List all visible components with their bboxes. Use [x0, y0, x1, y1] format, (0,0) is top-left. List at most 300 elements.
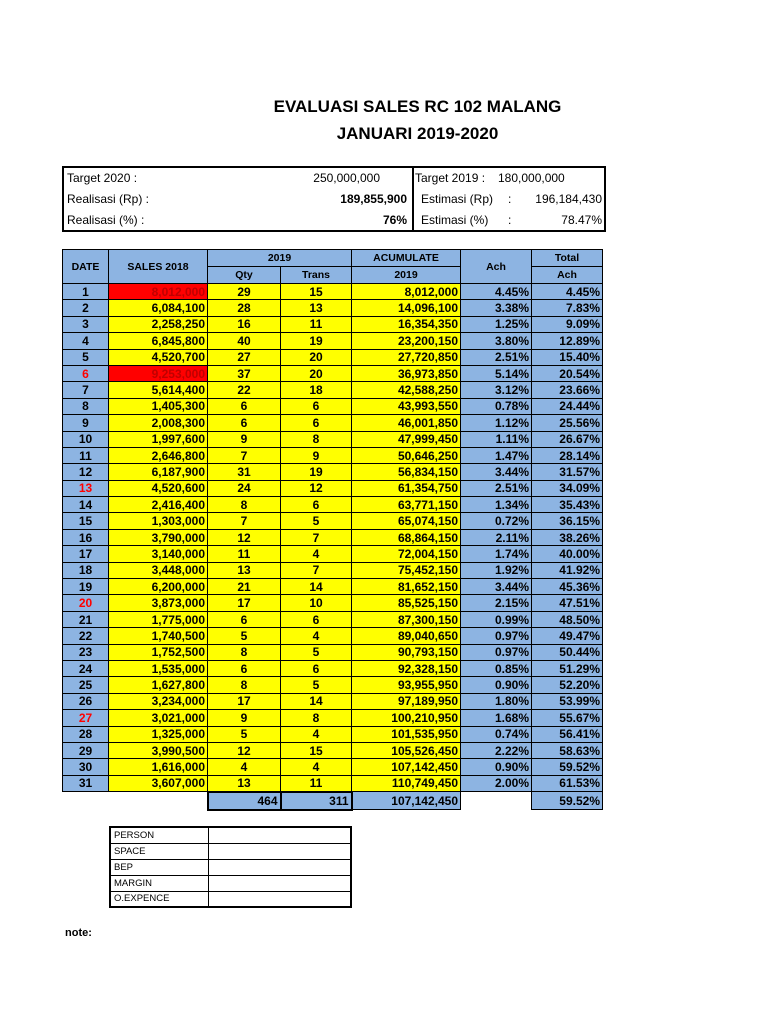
acumulate-cell: 46,001,850: [352, 415, 461, 431]
acumulate-cell: 63,771,150: [352, 497, 461, 513]
table-row: [63, 611, 603, 627]
date-cell: 12: [63, 464, 109, 480]
trans-cell: 5: [281, 644, 352, 660]
total-ach-cell: 7.83%: [532, 300, 603, 316]
cost-value: [208, 859, 351, 875]
target2019-label: Target 2019 :: [415, 171, 486, 185]
header-2019: 2019: [208, 250, 352, 267]
table-row: [63, 595, 603, 611]
ach-cell: 1.68%: [461, 710, 532, 726]
sales-2018-cell: 3,234,000: [109, 693, 208, 709]
date-cell: 3: [63, 316, 109, 332]
total-ach-cell: 52.20%: [532, 677, 603, 693]
ach-cell: 2.15%: [461, 595, 532, 611]
sales-2018-cell: 3,990,500: [109, 742, 208, 758]
cost-value: [208, 891, 351, 907]
sales-2018-cell: 1,740,500: [109, 628, 208, 644]
acumulate-cell: 8,012,000: [352, 284, 461, 300]
header-trans: Trans: [281, 267, 352, 284]
ach-cell: 1.25%: [461, 316, 532, 332]
date-cell: 7: [63, 382, 109, 398]
date-cell: 23: [63, 644, 109, 660]
date-cell: 30: [63, 759, 109, 775]
sales-2018-cell: 2,258,250: [109, 316, 208, 332]
total-ach-cell: 28.14%: [532, 447, 603, 463]
summary-row-realisasi-pct: [64, 210, 604, 230]
acumulate-cell: 110,749,450: [352, 775, 461, 791]
total-ach-cell: 55.67%: [532, 710, 603, 726]
total-ach-cell: 59.52%: [532, 759, 603, 775]
trans-cell: 8: [281, 710, 352, 726]
trans-cell: 11: [281, 316, 352, 332]
estimasi-pct-label: Estimasi (%): [421, 213, 489, 227]
table-row: [63, 316, 603, 332]
date-cell: 4: [63, 333, 109, 349]
trans-cell: 7: [281, 529, 352, 545]
trans-cell: 6: [281, 660, 352, 676]
total-ach-cell: 50.44%: [532, 644, 603, 660]
sales-2018-cell: 1,775,000: [109, 611, 208, 627]
cost-value: [208, 875, 351, 891]
acumulate-cell: 42,588,250: [352, 382, 461, 398]
date-cell: 6: [63, 365, 109, 381]
date-cell: 2: [63, 300, 109, 316]
total-ach-cell: 45.36%: [532, 579, 603, 595]
trans-cell: 19: [281, 464, 352, 480]
qty-cell: 31: [208, 464, 281, 480]
total-ach-cell: 36.15%: [532, 513, 603, 529]
qty-cell: 22: [208, 382, 281, 398]
daily-sales-table: [62, 249, 603, 811]
target2019-value: 180,000,000: [498, 171, 565, 185]
ach-cell: 2.51%: [461, 349, 532, 365]
total-ach-cell: 31.57%: [532, 464, 603, 480]
estimasi-rp-label: Estimasi (Rp): [421, 192, 494, 206]
sales-2018-cell: 1,752,500: [109, 644, 208, 660]
realisasi-pct-value: 76%: [382, 213, 407, 227]
sales-2018-cell: 4,520,700: [109, 349, 208, 365]
trans-cell: 13: [281, 300, 352, 316]
acumulate-cell: 75,452,150: [352, 562, 461, 578]
total-ach-cell: 48.50%: [532, 611, 603, 627]
sales-2018-cell: 1,303,000: [109, 513, 208, 529]
ach-cell: 3.12%: [461, 382, 532, 398]
trans-cell: 11: [281, 775, 352, 791]
qty-cell: 7: [208, 513, 281, 529]
date-cell: 25: [63, 677, 109, 693]
qty-cell: 8: [208, 644, 281, 660]
ach-cell: 0.99%: [461, 611, 532, 627]
qty-cell: 12: [208, 742, 281, 758]
total-ach-cell: 25.56%: [532, 415, 603, 431]
qty-cell: 12: [208, 529, 281, 545]
date-cell: 20: [63, 595, 109, 611]
acumulate-cell: 85,525,150: [352, 595, 461, 611]
ach-cell: 1.92%: [461, 562, 532, 578]
sales-2018-cell: 2,416,400: [109, 497, 208, 513]
ach-cell: 3.44%: [461, 579, 532, 595]
ach-cell: 3.38%: [461, 300, 532, 316]
ach-cell: 0.90%: [461, 759, 532, 775]
cost-row: [110, 875, 351, 891]
total-ach-cell: 24.44%: [532, 398, 603, 414]
acumulate-cell: 65,074,150: [352, 513, 461, 529]
table-row: [63, 365, 603, 381]
table-row: [63, 579, 603, 595]
header-total-ach: Ach: [532, 267, 603, 284]
date-cell: 24: [63, 660, 109, 676]
sales-2018-cell: 3,448,000: [109, 562, 208, 578]
ach-cell: 2.00%: [461, 775, 532, 791]
qty-cell: 6: [208, 660, 281, 676]
trans-cell: 5: [281, 513, 352, 529]
qty-cell: 4: [208, 759, 281, 775]
date-cell: 28: [63, 726, 109, 742]
table-row: [63, 349, 603, 365]
note-label: note:: [65, 927, 92, 939]
acumulate-cell: 16,354,350: [352, 316, 461, 332]
trans-cell: 6: [281, 398, 352, 414]
acumulate-cell: 27,720,850: [352, 349, 461, 365]
qty-cell: 8: [208, 497, 281, 513]
sales-2018-cell: 1,535,000: [109, 660, 208, 676]
trans-cell: 9: [281, 447, 352, 463]
acumulate-cell: 36,973,850: [352, 365, 461, 381]
date-cell: 18: [63, 562, 109, 578]
total-ach-cell: 38.26%: [532, 529, 603, 545]
sales-2018-cell: 1,997,600: [109, 431, 208, 447]
qty-cell: 21: [208, 579, 281, 595]
date-cell: 10: [63, 431, 109, 447]
cost-row: [110, 891, 351, 907]
table-row: [63, 447, 603, 463]
total-trans: 311: [281, 792, 352, 810]
report-title: EVALUASI SALES RC 102 MALANG: [273, 97, 562, 116]
trans-cell: 8: [281, 431, 352, 447]
acumulate-cell: 93,955,950: [352, 677, 461, 693]
acumulate-cell: 43,993,550: [352, 398, 461, 414]
sales-2018-cell: 8,012,000: [109, 284, 208, 300]
trans-cell: 15: [281, 742, 352, 758]
table-row: [63, 710, 603, 726]
acumulate-cell: 87,300,150: [352, 611, 461, 627]
sales-2018-cell: 3,021,000: [109, 710, 208, 726]
qty-cell: 16: [208, 316, 281, 332]
sales-2018-cell: 1,405,300: [109, 398, 208, 414]
sales-2018-cell: 6,084,100: [109, 300, 208, 316]
trans-cell: 6: [281, 415, 352, 431]
acumulate-cell: 14,096,100: [352, 300, 461, 316]
acumulate-cell: 56,834,150: [352, 464, 461, 480]
trans-cell: 12: [281, 480, 352, 496]
sales-2018-cell: 1,616,000: [109, 759, 208, 775]
cost-label: PERSON: [110, 827, 208, 843]
sales-2018-cell: 6,187,900: [109, 464, 208, 480]
sales-2018-cell: 5,614,400: [109, 382, 208, 398]
sales-2018-cell: 3,790,000: [109, 529, 208, 545]
header-qty: Qty: [208, 267, 281, 284]
date-cell: 22: [63, 628, 109, 644]
estimasi-pct-value: 78.47%: [561, 213, 602, 227]
target2020-label: Target 2020 :: [67, 171, 138, 185]
qty-cell: 40: [208, 333, 281, 349]
sales-2018-cell: 9,253,000: [109, 365, 208, 381]
qty-cell: 17: [208, 693, 281, 709]
acumulate-cell: 68,864,150: [352, 529, 461, 545]
cost-value: [208, 843, 351, 859]
header-ach: Ach: [461, 250, 532, 284]
header-acumulate: ACUMULATE: [352, 250, 461, 267]
total-ach: 59.52%: [532, 792, 603, 810]
total-qty: 464: [208, 792, 281, 810]
date-cell: 26: [63, 693, 109, 709]
ach-cell: 4.45%: [461, 284, 532, 300]
qty-cell: 9: [208, 431, 281, 447]
table-row: [63, 660, 603, 676]
trans-cell: 4: [281, 726, 352, 742]
total-ach-cell: 9.09%: [532, 316, 603, 332]
table-row: [63, 677, 603, 693]
date-cell: 29: [63, 742, 109, 758]
acumulate-cell: 101,535,950: [352, 726, 461, 742]
table-row: [63, 693, 603, 709]
acumulate-cell: 50,646,250: [352, 447, 461, 463]
qty-cell: 28: [208, 300, 281, 316]
ach-cell: 0.74%: [461, 726, 532, 742]
qty-cell: 13: [208, 562, 281, 578]
sales-2018-cell: 2,008,300: [109, 415, 208, 431]
total-ach-cell: 58.63%: [532, 742, 603, 758]
trans-cell: 4: [281, 628, 352, 644]
sales-2018-cell: 6,200,000: [109, 579, 208, 595]
date-cell: 13: [63, 480, 109, 496]
sales-2018-cell: 3,873,000: [109, 595, 208, 611]
total-ach-cell: 47.51%: [532, 595, 603, 611]
date-cell: 31: [63, 775, 109, 791]
date-cell: 21: [63, 611, 109, 627]
ach-cell: 0.90%: [461, 677, 532, 693]
total-ach-cell: 40.00%: [532, 546, 603, 562]
qty-cell: 8: [208, 677, 281, 693]
qty-cell: 27: [208, 349, 281, 365]
estimasi-pct-colon: :: [508, 213, 512, 227]
total-ach-cell: 15.40%: [532, 349, 603, 365]
date-cell: 27: [63, 710, 109, 726]
sales-2018-cell: 2,646,800: [109, 447, 208, 463]
acumulate-cell: 72,004,150: [352, 546, 461, 562]
ach-cell: 0.97%: [461, 644, 532, 660]
table-row: [63, 382, 603, 398]
table-row: [63, 284, 603, 300]
table-row: [63, 333, 603, 349]
header-total: Total: [532, 250, 603, 267]
header-acumulate-year: 2019: [352, 267, 461, 284]
acumulate-cell: 90,793,150: [352, 644, 461, 660]
trans-cell: 15: [281, 284, 352, 300]
qty-cell: 17: [208, 595, 281, 611]
date-cell: 14: [63, 497, 109, 513]
sales-2018-cell: 6,845,800: [109, 333, 208, 349]
ach-cell: 2.22%: [461, 742, 532, 758]
date-cell: 15: [63, 513, 109, 529]
total-ach-cell: 34.09%: [532, 480, 603, 496]
ach-cell: 3.80%: [461, 333, 532, 349]
trans-cell: 18: [281, 382, 352, 398]
ach-cell: 1.74%: [461, 546, 532, 562]
total-ach-cell: 51.29%: [532, 660, 603, 676]
table-row: [63, 415, 603, 431]
ach-cell: 1.47%: [461, 447, 532, 463]
cost-label: MARGIN: [110, 875, 208, 891]
trans-cell: 14: [281, 579, 352, 595]
cost-row: [110, 827, 351, 843]
total-ach-cell: 12.89%: [532, 333, 603, 349]
cost-label: O.EXPENCE: [110, 891, 208, 907]
table-row: [63, 562, 603, 578]
report-subtitle: JANUARI 2019-2020: [336, 124, 499, 143]
trans-cell: 6: [281, 611, 352, 627]
table-row: [63, 431, 603, 447]
header-sales-2018: SALES 2018: [109, 250, 208, 284]
target2020-value: 250,000,000: [313, 171, 380, 185]
table-row: [63, 464, 603, 480]
ach-cell: 1.11%: [461, 431, 532, 447]
acumulate-cell: 89,040,650: [352, 628, 461, 644]
total-ach-cell: 26.67%: [532, 431, 603, 447]
sales-2018-cell: 1,627,800: [109, 677, 208, 693]
trans-cell: 4: [281, 546, 352, 562]
realisasi-rp-value: 189,855,900: [340, 192, 407, 206]
qty-cell: 5: [208, 628, 281, 644]
table-row: [63, 480, 603, 496]
trans-cell: 14: [281, 693, 352, 709]
table-row: [63, 300, 603, 316]
total-ach-cell: 61.53%: [532, 775, 603, 791]
table-row: [63, 513, 603, 529]
date-cell: 16: [63, 529, 109, 545]
table-row: [63, 628, 603, 644]
qty-cell: 6: [208, 398, 281, 414]
table-row: [63, 546, 603, 562]
trans-cell: 20: [281, 349, 352, 365]
ach-cell: 0.85%: [461, 660, 532, 676]
table-row: [63, 759, 603, 775]
total-ach-cell: 4.45%: [532, 284, 603, 300]
qty-cell: 13: [208, 775, 281, 791]
cost-label: SPACE: [110, 843, 208, 859]
sales-2018-cell: 1,325,000: [109, 726, 208, 742]
date-cell: 17: [63, 546, 109, 562]
acumulate-cell: 81,652,150: [352, 579, 461, 595]
qty-cell: 11: [208, 546, 281, 562]
total-ach-cell: 41.92%: [532, 562, 603, 578]
qty-cell: 6: [208, 415, 281, 431]
trans-cell: 7: [281, 562, 352, 578]
total-ach-cell: 35.43%: [532, 497, 603, 513]
trans-cell: 4: [281, 759, 352, 775]
totals-row: [63, 792, 603, 810]
table-row: [63, 775, 603, 791]
ach-cell: 2.51%: [461, 480, 532, 496]
realisasi-pct-label: Realisasi (%) :: [67, 213, 145, 227]
cost-label: BEP: [110, 859, 208, 875]
qty-cell: 5: [208, 726, 281, 742]
sales-2018-cell: 3,607,000: [109, 775, 208, 791]
summary-row-target: [64, 168, 604, 188]
total-ach-cell: 20.54%: [532, 365, 603, 381]
cost-row: [110, 859, 351, 875]
qty-cell: 6: [208, 611, 281, 627]
ach-cell: 0.97%: [461, 628, 532, 644]
total-ach-cell: 56.41%: [532, 726, 603, 742]
date-cell: 8: [63, 398, 109, 414]
qty-cell: 7: [208, 447, 281, 463]
date-cell: 19: [63, 579, 109, 595]
total-ach-cell: 49.47%: [532, 628, 603, 644]
acumulate-cell: 92,328,150: [352, 660, 461, 676]
acumulate-cell: 105,526,450: [352, 742, 461, 758]
estimasi-rp-colon: :: [508, 192, 512, 206]
trans-cell: 5: [281, 677, 352, 693]
ach-cell: 1.80%: [461, 693, 532, 709]
realisasi-rp-label: Realisasi (Rp) :: [67, 192, 150, 206]
sales-2018-cell: 4,520,600: [109, 480, 208, 496]
summary-row-realisasi-rp: [64, 189, 604, 209]
qty-cell: 37: [208, 365, 281, 381]
acumulate-cell: 107,142,450: [352, 759, 461, 775]
acumulate-cell: 47,999,450: [352, 431, 461, 447]
table-row: [63, 497, 603, 513]
cost-row: [110, 843, 351, 859]
acumulate-cell: 97,189,950: [352, 693, 461, 709]
acumulate-cell: 23,200,150: [352, 333, 461, 349]
qty-cell: 29: [208, 284, 281, 300]
ach-cell: 5.14%: [461, 365, 532, 381]
date-cell: 11: [63, 447, 109, 463]
date-cell: 5: [63, 349, 109, 365]
estimasi-rp-value: 196,184,430: [535, 192, 602, 206]
table-row: [63, 398, 603, 414]
table-row: [63, 644, 603, 660]
summary-box: [62, 166, 606, 232]
trans-cell: 6: [281, 497, 352, 513]
cost-value: [208, 827, 351, 843]
date-cell: 1: [63, 284, 109, 300]
acumulate-cell: 100,210,950: [352, 710, 461, 726]
ach-cell: 0.72%: [461, 513, 532, 529]
header-date: DATE: [63, 250, 109, 284]
ach-cell: 2.11%: [461, 529, 532, 545]
qty-cell: 24: [208, 480, 281, 496]
total-acumulate: 107,142,450: [352, 792, 461, 810]
ach-cell: 1.34%: [461, 497, 532, 513]
acumulate-cell: 61,354,750: [352, 480, 461, 496]
total-ach-cell: 23.66%: [532, 382, 603, 398]
trans-cell: 10: [281, 595, 352, 611]
total-ach-cell: 53.99%: [532, 693, 603, 709]
table-row: [63, 529, 603, 545]
table-row: [63, 742, 603, 758]
sales-2018-cell: 3,140,000: [109, 546, 208, 562]
date-cell: 9: [63, 415, 109, 431]
ach-cell: 0.78%: [461, 398, 532, 414]
cost-table: [109, 826, 352, 908]
table-row: [63, 726, 603, 742]
qty-cell: 9: [208, 710, 281, 726]
ach-cell: 1.12%: [461, 415, 532, 431]
ach-cell: 3.44%: [461, 464, 532, 480]
trans-cell: 19: [281, 333, 352, 349]
